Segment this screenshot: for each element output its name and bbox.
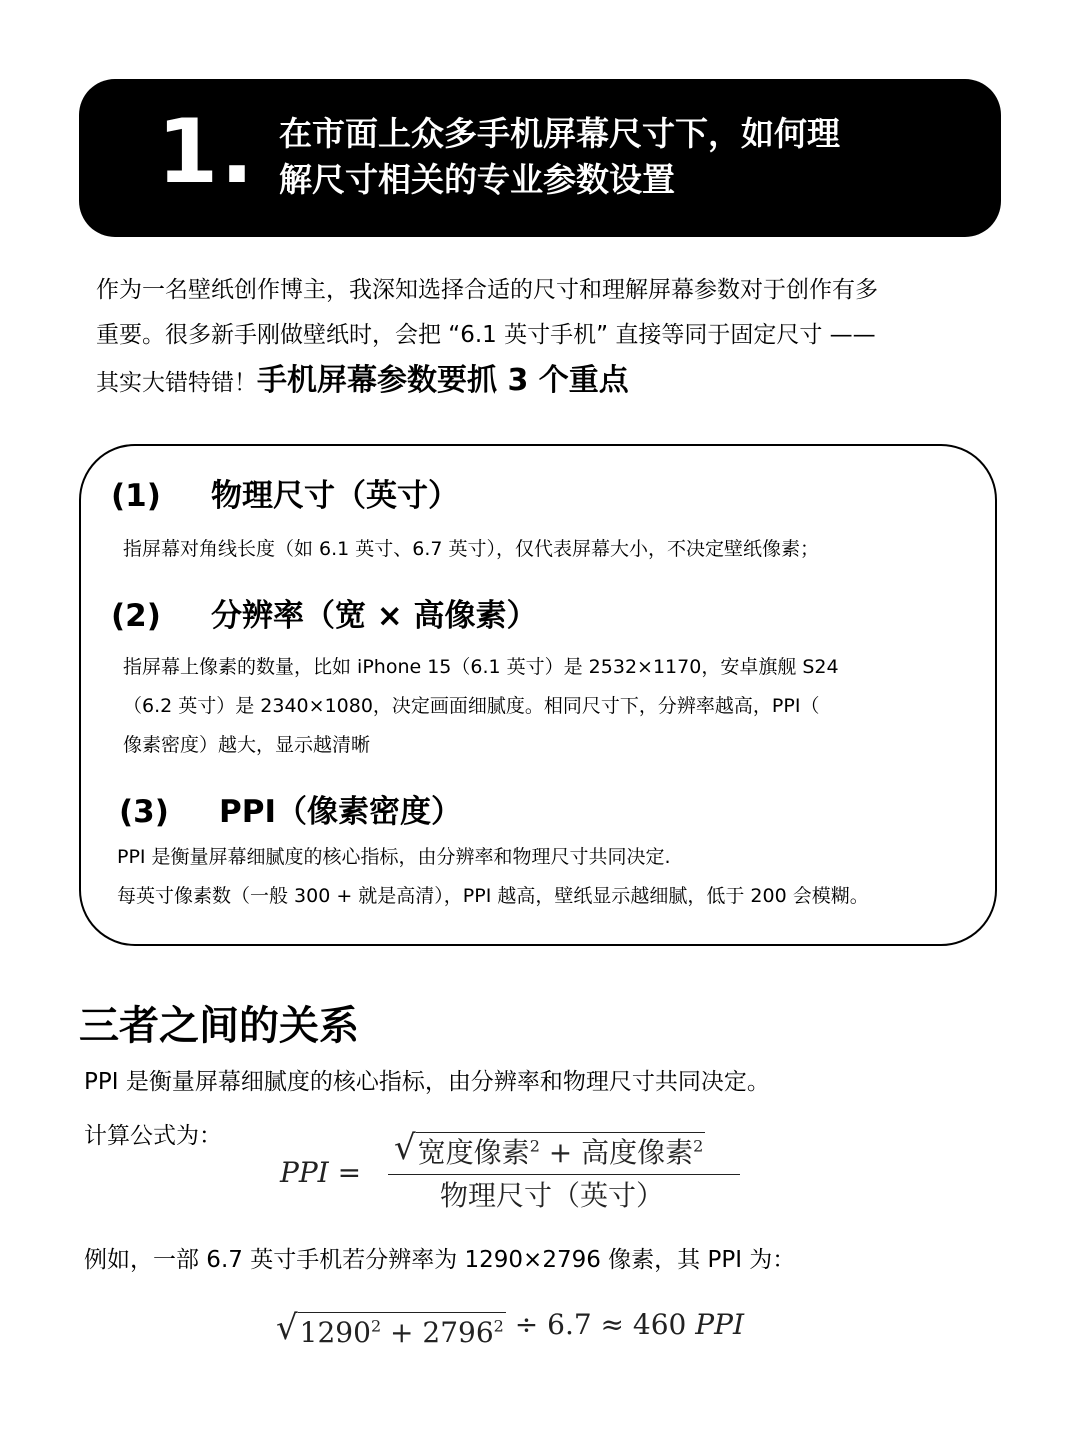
formula-exponent-b: 2 (693, 1136, 704, 1156)
formula-height-pixels: 高度像素 (581, 1136, 694, 1169)
section-title-line-1: 在市面上众多手机屏幕尺寸下，如何理 (279, 114, 840, 153)
section-2-line-2: （6.2 英寸）是 2340×1080，决定画面细腻度。相同尺寸下，分辨率越高，PPI（ (123, 695, 820, 717)
section-1-body (123, 530, 819, 569)
example-width: 1290 (299, 1316, 371, 1349)
intro-line-3-text: 其实大错特错！ (96, 370, 257, 396)
section-title-line-2: 解尺寸相关的专业参数设置 (279, 160, 675, 199)
intro-paragraph (96, 268, 1016, 406)
section-3-heading: PPI（像素密度） (219, 794, 462, 830)
section-3-line-1: PPI 是衡量屏幕细腻度的核心指标，由分辨率和物理尺寸共同决定. (117, 846, 671, 868)
section-header (79, 79, 1001, 237)
example-unit: PPI (695, 1308, 745, 1341)
sqrt-icon: √ (276, 1308, 298, 1348)
section-number: 1. (157, 100, 256, 203)
intro-key-points: 手机屏幕参数要抓 3 个重点 (257, 363, 629, 398)
relation-title: 三者之间的关系 (79, 1003, 359, 1049)
sqrt-icon: √ (394, 1128, 416, 1168)
example-result: ÷ 6.7 ≈ 460 (514, 1308, 687, 1341)
section-1-number: (1) (111, 478, 161, 514)
section-1-title (111, 476, 459, 516)
intro-line-1: 作为一名壁纸创作博主，我深知选择合适的尺寸和理解屏幕参数对于创作有多 (96, 277, 878, 303)
parameters-card (79, 444, 997, 946)
example-plus: + (390, 1316, 414, 1349)
section-1-line-1: 指屏幕对角线长度（如 6.1 英寸、6.7 英寸），仅代表屏幕大小，不决定壁纸像素； (123, 538, 820, 560)
intro-line-2: 重要。很多新手刚做壁纸时，会把 “6.1 英寸手机” 直接等同于固定尺寸 —— (96, 322, 876, 348)
formula-width-pixels: 宽度像素 (417, 1136, 530, 1169)
example-exponent-b: 2 (493, 1316, 504, 1336)
section-2-number: (2) (111, 598, 161, 634)
formula-lhs: PPI = (280, 1156, 362, 1189)
section-3-body (117, 838, 869, 916)
section-2-line-1: 指屏幕上像素的数量，比如 iPhone 15（6.1 英寸）是 2532×1170，安卓旗舰 S24 (123, 656, 839, 678)
section-2-heading: 分辨率（宽 × 高像素） (211, 598, 538, 634)
section-2-body (123, 648, 839, 765)
section-3-number: (3) (119, 794, 169, 830)
example-radicand (298, 1312, 506, 1351)
example-calculation (276, 1308, 744, 1351)
relation-text-2: 计算公式为： (84, 1123, 222, 1149)
formula-exponent-a: 2 (529, 1136, 540, 1156)
section-1-heading: 物理尺寸（英寸） (211, 478, 459, 514)
example-height: 2796 (422, 1316, 494, 1349)
section-title (279, 111, 979, 203)
relation-text-1: PPI 是衡量屏幕细腻度的核心指标，由分辨率和物理尺寸共同决定。 (84, 1069, 770, 1095)
formula-numerator (394, 1128, 705, 1172)
section-3-line-2: 每英寸像素数（一般 300 + 就是高清），PPI 越高，壁纸显示越细腻，低于 200 会模糊。 (117, 885, 869, 907)
example-exponent-a: 2 (370, 1316, 382, 1336)
relation-text-3: 例如，一部 6.7 英寸手机若分辨率为 1290×2796 像素，其 PPI 为： (84, 1247, 796, 1273)
fraction-bar (388, 1174, 740, 1175)
formula-denominator: 物理尺寸（英寸） (440, 1179, 665, 1212)
formula-plus: + (548, 1136, 573, 1169)
formula-radicand (416, 1132, 706, 1171)
section-2-line-3: 像素密度）越大，显示越清晰 (123, 734, 371, 756)
section-2-title (111, 596, 538, 636)
section-3-title (119, 792, 462, 832)
intro-line-3 (96, 358, 1016, 406)
